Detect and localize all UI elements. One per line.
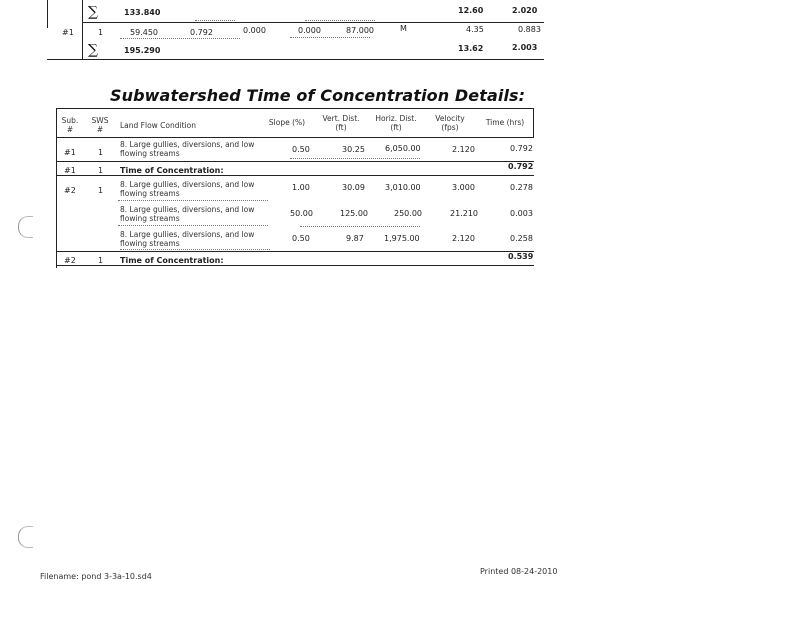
table-row-velocity: 2.120 <box>452 234 475 243</box>
header-time: Time (hrs) <box>485 118 525 127</box>
sigma-symbol-total: ∑ <box>88 42 98 58</box>
table-row-sub: #2 <box>64 256 76 265</box>
time-of-concentration-label: Time of Concentration: <box>120 256 224 265</box>
table-row-vert: 30.25 <box>342 145 365 154</box>
dotted-rule <box>290 158 420 159</box>
dotted-rule <box>305 20 375 21</box>
dotted-rule <box>290 37 370 38</box>
sum-value: 133.840 <box>124 8 161 17</box>
dotted-rule <box>300 226 420 227</box>
row-value-4: 0.000 <box>298 26 321 35</box>
time-of-concentration-value: 0.792 <box>508 162 534 171</box>
table-row-sws: 1 <box>98 256 104 265</box>
table-row-vert: 30.09 <box>342 183 365 192</box>
total-top-rule <box>56 161 534 162</box>
total-col-a: 13.62 <box>458 44 484 53</box>
header-vert-dist: Vert. Dist. (ft) <box>322 114 360 132</box>
table-row-time: 0.258 <box>510 234 533 243</box>
header-rule <box>56 137 534 138</box>
table-row-slope: 50.00 <box>290 209 313 218</box>
table-row-sws: 1 <box>98 166 104 175</box>
time-of-concentration-value: 0.539 <box>508 252 534 261</box>
total-col-b: 2.003 <box>512 43 538 52</box>
row-sws: 1 <box>98 28 104 37</box>
sum-col-a: 12.60 <box>458 6 484 15</box>
time-of-concentration-label: Time of Concentration: <box>120 166 224 175</box>
left-border-top <box>47 0 48 28</box>
row-label: #1 <box>62 28 74 37</box>
header-sws: SWS # <box>91 116 109 134</box>
table-row-horiz: 3,010.00 <box>385 183 421 192</box>
table-row-slope: 0.50 <box>292 234 310 243</box>
total-bottom-rule <box>56 175 534 176</box>
table-right-border <box>533 108 534 138</box>
table-row-time: 0.278 <box>510 183 533 192</box>
table-row-land: 8. Large gullies, diversions, and low flowing streams <box>120 230 255 248</box>
header-slope: Slope (%) <box>268 118 306 127</box>
row-value-8: 0.883 <box>518 25 541 34</box>
table-row-velocity: 2.120 <box>452 145 475 154</box>
dotted-rule <box>195 20 235 21</box>
dotted-rule <box>120 38 240 39</box>
row-divider <box>82 22 544 23</box>
header-sub: Sub. # <box>61 116 79 134</box>
row-value-3: 0.000 <box>243 26 266 35</box>
header-velocity: Velocity (fps) <box>435 114 465 132</box>
total-value: 195.290 <box>124 46 161 55</box>
table-row-sub: #2 <box>64 186 76 195</box>
footer-printed-date: Printed 08-24-2010 <box>480 567 558 576</box>
table-row-sub: #1 <box>64 166 76 175</box>
table-row-horiz: 250.00 <box>394 209 422 218</box>
section-bottom-rule <box>47 59 544 60</box>
header-land-flow: Land Flow Condition <box>120 121 196 130</box>
header-horiz-dist: Horiz. Dist. (ft) <box>375 114 417 132</box>
binder-hole-mark <box>18 216 33 238</box>
table-row-land: 8. Large gullies, diversions, and low flowing streams <box>120 205 255 223</box>
table-row-land: 8. Large gullies, diversions, and low flowing streams <box>120 180 255 198</box>
table-row-time: 0.003 <box>510 209 533 218</box>
row-value-2: 0.792 <box>190 28 213 37</box>
row-value-6: M <box>400 24 407 33</box>
row-value-7: 4.35 <box>466 25 484 34</box>
sum-col-b: 2.020 <box>512 6 538 15</box>
table-row-time: 0.792 <box>510 144 533 153</box>
sigma-column-border <box>82 0 83 60</box>
table-row-velocity: 3.000 <box>452 183 475 192</box>
footer-filename: Filename: pond 3-3a-10.sd4 <box>40 572 152 581</box>
table-row-sub: #1 <box>64 148 76 157</box>
table-row-land: 8. Large gullies, diversions, and low flowing streams <box>120 140 255 158</box>
table-bottom-rule <box>56 265 534 266</box>
table-row-horiz: 6,050.00 <box>385 144 421 153</box>
table-row-vert: 9.87 <box>346 234 364 243</box>
table-row-sws: 1 <box>98 186 104 195</box>
row-value-1: 59.450 <box>130 28 158 37</box>
table-row-slope: 1.00 <box>292 183 310 192</box>
total-top-rule <box>56 251 534 252</box>
table-left-border <box>56 108 57 268</box>
dotted-rule <box>118 225 268 226</box>
dotted-rule <box>120 249 270 250</box>
sigma-symbol: ∑ <box>88 4 98 20</box>
row-value-5: 87.000 <box>346 26 374 35</box>
binder-hole-mark <box>18 526 33 548</box>
table-row-slope: 0.50 <box>292 145 310 154</box>
table-row-velocity: 21.210 <box>450 209 478 218</box>
table-row-horiz: 1,975.00 <box>384 234 420 243</box>
dotted-rule <box>118 200 268 201</box>
table-row-vert: 125.00 <box>340 209 368 218</box>
page-title: Subwatershed Time of Concentration Details: <box>110 86 526 105</box>
table-row-sws: 1 <box>98 148 104 157</box>
table-top-rule <box>56 108 534 109</box>
